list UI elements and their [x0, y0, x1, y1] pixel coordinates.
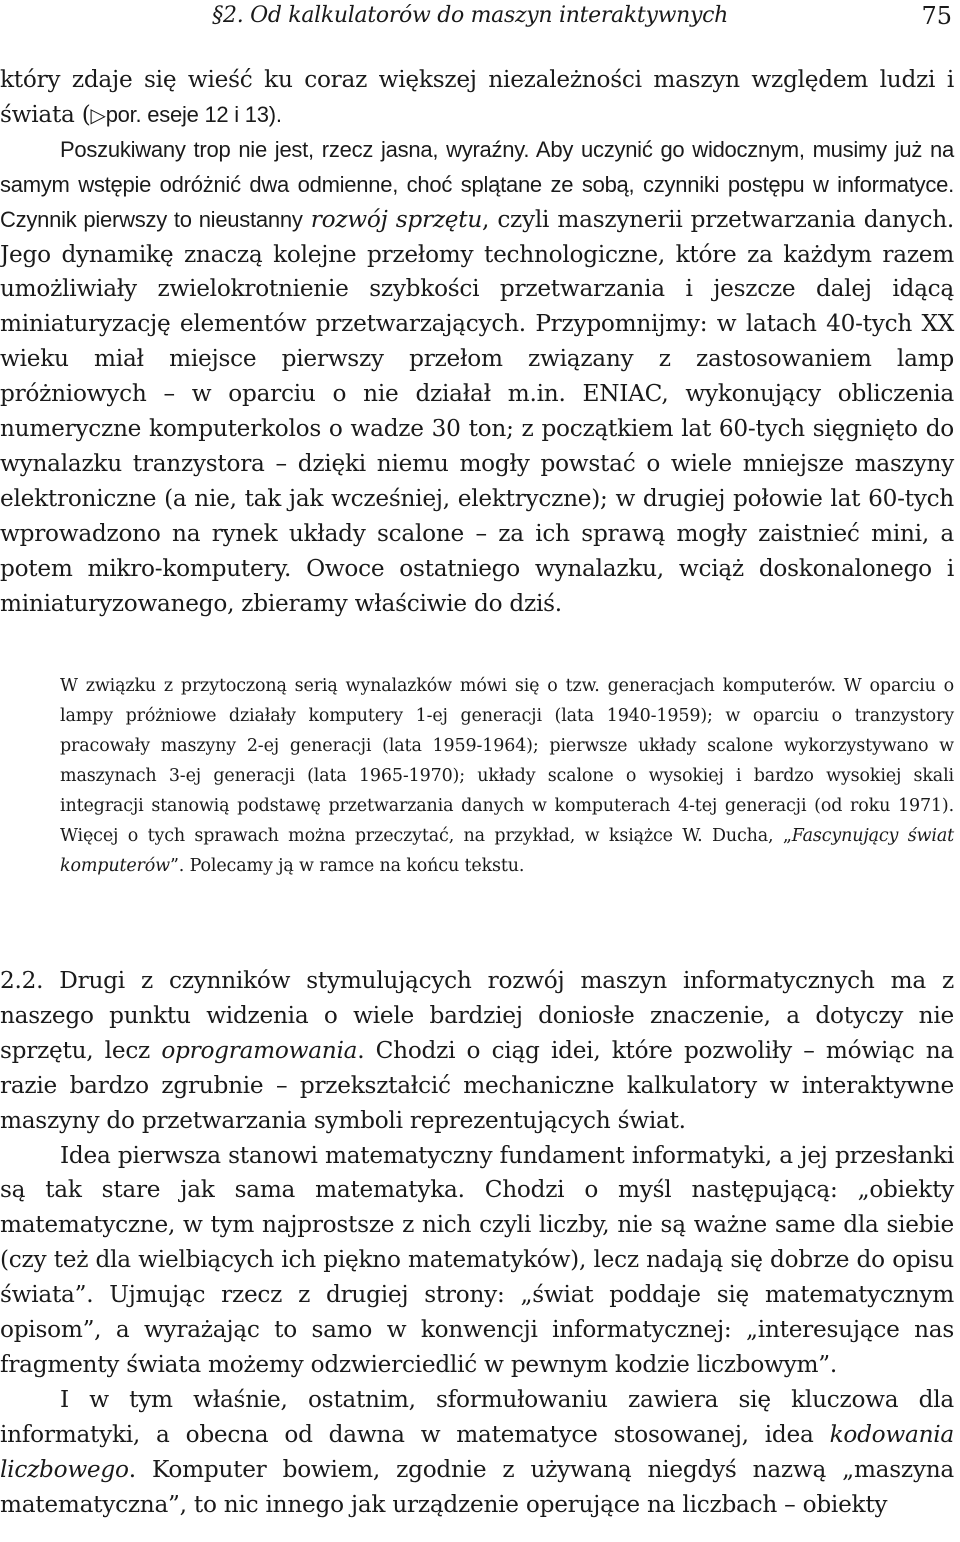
page-number: 75 — [921, 2, 952, 30]
text-run: ”. Polecamy ją w ramce na końcu tekstu. — [169, 856, 525, 876]
book-title: Fascynujący świat komputerów — [60, 826, 954, 876]
cross-reference-link[interactable]: por. eseje 12 i 13). — [105, 101, 282, 127]
paragraph: Idea pierwsza stanowi matematyczny fundament informatyki, a jej przesłanki są tak stare jak sama matematyka. Chodzi o myśl następującą: „obiekty matematyczne, w tym najprostsze z nich czyli liczby, nie są ważne same dla siebie (czy też dla wielbiących ich piękno matematyków), lecz nadają się dobrze do opisu świata”. Ujmując rzecz z drugiej strony: „świat poddaje się matematycznym opisom”, a wyrażając to samo w konwencji informatycznej: „interesujące nas fragmenty świata możemy odzwierciedlić w pewnym kodzie liczbowym”. — [0, 1141, 954, 1378]
text-run: I w tym właśnie, ostatnim, sformułowaniu zawiera się kluczowa dla informatyki, a obecna od dawna w matematyce stosowanej, idea — [0, 1385, 954, 1448]
text-run: , czyli maszynerii przetwarzania danych. Jego dynamikę znaczą kolejne przełomy technologiczne, które za każdym razem umożliwiały zwielokrotnienie szybkości przetwarzania i jeszcze dalej idącą miniaturyzację elementów przetwarzających. Przypomnijmy: w latach 40-tych XX wieku miał miejsce pierwszy przełom związany z zastosowaniem lamp próżniowych – w oparciu o nie działał m.in. ENIAC, wykonujący obliczenia numeryczne komputerkolos o wadze 30 ton; z początkiem lat 60-tych sięgnięto do wynalazku tranzystora – dzięki niemu mogły powstać o wiele mniejsze maszyny elektroniczne (a nie, tak jak wcześniej, elektryczne); w drugiej połowie lat 60-tych wprowadzono na rynek układy scalone – za ich sprawą mogły zaistnieć mini, a potem mikro-komputery. Owoce ostatniego wynalazku, wciąż doskonalonego i miniaturyzowanego, zbieramy właściwie do dziś. — [0, 205, 954, 617]
chapter-title: §2. Od kalkulatorów do maszyn interaktywnych — [212, 3, 728, 28]
text-run: . Chodzi o ciąg idei, które pozwoliły – mówiąc na razie bardzo zgrubnie – przekształcić mechaniczne kalkulatory w interaktywne maszyny do przetwarzania symboli reprezentujących świat. — [0, 1036, 954, 1134]
cross-reference-triangle-icon: ▷ — [90, 102, 106, 127]
text-run: Drugi z czynników stymulujących rozwój maszyn informatycznych ma z naszego punktu widzenia o wiele bardziej doniosłe znaczenie, a dotyczy nie sprzętu, lecz — [0, 967, 954, 1064]
section-2-2 — [0, 964, 954, 1523]
body-paragraph-1 — [0, 63, 954, 622]
section-number: 2.2. — [0, 967, 44, 994]
indented-note — [60, 671, 954, 881]
text-run: . Komputer bowiem, zgodnie z używaną niegdyś nazwą „maszyna matematyczna”, to nic innego jak urządzenie operujące na liczbach – obiekty — [0, 1455, 954, 1518]
emphasis-term: kodowania liczbowego — [0, 1420, 954, 1483]
text-run: Poszukiwany trop nie jest, rzecz jasna, wyraźny. Aby uczynić go widocznym, musimy już na samym wstępie odróżnić dwa odmienne, choć splątane ze sobą, czynniki postępu w informatyce. Czynnik pierwszy to nieustanny — [0, 136, 954, 232]
emphasis-term: oprogramowania — [161, 1036, 358, 1064]
emphasis-term: rozwój sprzętu — [310, 205, 483, 233]
text-run: W związku z przytoczoną serią wynalazków mówi się o tzw. generacjach komputerów. W oparciu o lampy próżniowe działały komputery 1-ej generacji (lata 1940-1959); w oparciu o tranzystory pracowały maszyny 2-ej generacji (lata 1959-1964); pierwsze układy scalone wykorzystywano w maszynach 3-ej generacji (lata 1965-1970); układy scalone o wysokiej i bardzo wysokiej skali integracji stanowią podstawę przetwarzania danych w komputerach 4-tej generacji (od roku 1971). Więcej o tych sprawach można przeczytać, na przykład, w książce W. Ducha, „ — [60, 676, 954, 846]
text-run: który zdaje się wieść ku coraz większej niezależności maszyn względem ludzi i świata ( — [0, 66, 954, 128]
running-head — [0, 2, 960, 42]
